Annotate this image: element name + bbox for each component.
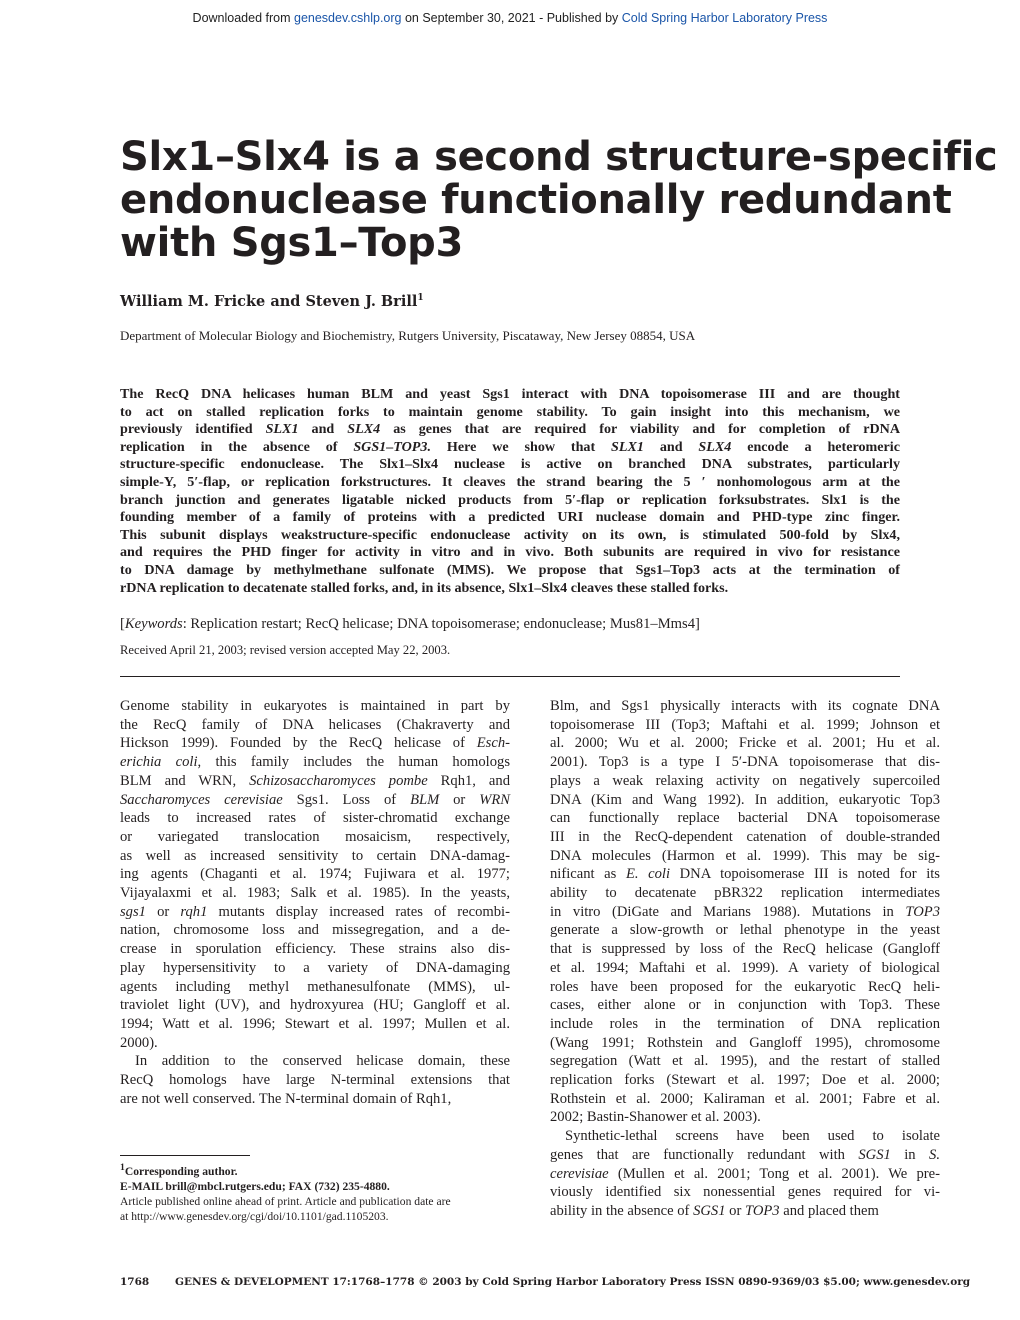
italic-text: WRN [479, 791, 510, 808]
text-run: mutants display increased rates of recombi- [207, 903, 510, 920]
text-line [120, 404, 900, 422]
body-column-left [120, 697, 510, 1108]
text-run: topoisomerase III (Top3; Maftahi et al. 1999; Johnson et [550, 716, 940, 733]
text-run: founding member of a family of proteins with a predicted URI nuclease domain and PHD-type zinc finger. [120, 509, 900, 526]
text-run: This subunit displays weakstructure-specific endonuclease activity on its own, is stimulated 500-fold by Slx4, [120, 526, 900, 543]
text-line [120, 716, 510, 735]
publisher-link[interactable]: Cold Spring Harbor Laboratory Press [621, 11, 828, 25]
text-line [550, 996, 940, 1015]
footnote-divider [120, 1155, 250, 1156]
text-line [550, 884, 940, 903]
text-line [120, 772, 510, 791]
text-run: nificant as [550, 866, 626, 883]
text-run: In addition to the conserved helicase domain, these [135, 1053, 510, 1070]
text-line [120, 1071, 510, 1090]
text-line [120, 580, 900, 598]
italic-text: TOP3 [905, 903, 940, 920]
italic-text: E. coli [625, 866, 671, 883]
text-run: Blm, and Sgs1 physically interacts with its cognate DNA [550, 698, 940, 714]
text-line [550, 753, 940, 772]
text-line [120, 940, 510, 959]
text-run: (Wang 1991; Rothstein and Gangloff 1995), chromosome [550, 1034, 940, 1051]
text-line [550, 1015, 940, 1034]
text-line [550, 978, 940, 997]
text-run: roles have been proposed for the eukaryotic RecQ heli- [550, 978, 940, 995]
text-run: generate a slow-growth or lethal phenotype in the yeast [550, 922, 940, 939]
doi-link[interactable]: at http://www.genesdev.org/cgi/doi/10.1101/gad.1105203. [120, 1209, 389, 1223]
text-run: Genome stability in eukaryotes is maintained in part by [120, 698, 510, 714]
text-run: genes that are functionally redundant with [550, 1146, 859, 1163]
page-number: 1768 [120, 1276, 150, 1288]
text-run: Hickson 1999). Founded by the RecQ helicase of [120, 735, 477, 752]
author-names: William M. Fricke and Steven J. Brill [120, 293, 418, 310]
keywords [120, 615, 900, 633]
italic-text: cerevisiae [550, 1165, 609, 1182]
text-run: and requires the PHD finger for activity in vitro and in vivo. Both subunits are required in vivo for resistance [120, 544, 900, 561]
text-line [550, 791, 940, 810]
text-line [120, 959, 510, 978]
notice-prefix: Downloaded from [192, 11, 294, 25]
affiliation: Department of Molecular Biology and Biochemistry, Rutgers University, Piscataway, New Jersey 08854, USA [120, 328, 696, 343]
text-run: traviolet light (UV), and hydroxyurea (HU; Gangloff et al. [120, 997, 510, 1014]
text-line [550, 1183, 940, 1202]
text-line [120, 809, 510, 828]
text-run: 2002; Bastin-Shanower et al. 2003). [550, 1109, 761, 1126]
notice-middle: on September 30, 2021 - Published by [401, 11, 622, 25]
text-line [550, 959, 940, 978]
text-line [120, 996, 510, 1015]
text-run: plays a weak relaxing activity on negatively supercoiled [550, 772, 940, 789]
text-run: (Mullen et al. 2001; Tong et al. 2001). We pre- [608, 1165, 940, 1182]
text-line [550, 903, 940, 922]
text-run: or variegated translocation mosaicism, respectively, [120, 828, 510, 845]
received-dates: Received April 21, 2003; revised version accepted May 22, 2003. [120, 643, 451, 657]
text-run: viously identified six nonessential genes required for vi- [550, 1184, 940, 1201]
text-run: DNA (Kim and Wang 1992). In addition, eukaryotic Top3 [550, 791, 940, 808]
text-run: agents including methyl methanesulfonate (MMS), ul- [120, 978, 510, 995]
italic-text: erichia coli [120, 754, 198, 771]
text-run: are not well conserved. The N-terminal domain of Rqh1, [120, 1090, 452, 1107]
text-run: III in the RecQ-dependent catenation of double-stranded [550, 828, 940, 845]
text-run: to act on stalled replication forks to maintain genome stability. To gain insight into this mechanism, we [120, 403, 900, 420]
text-run: rDNA replication to decatenate stalled forks, and, in its absence, Slx1–Slx4 cleaves these stalled forks. [120, 579, 729, 596]
text-run: in vitro (DiGate and Marians 1988). Mutations in [550, 903, 906, 920]
italic-text: SGS1 [858, 1146, 891, 1163]
text-run: ability in the absence of [550, 1202, 694, 1219]
text-run: al. 2000; Wu et al. 2000; Fricke et al. 2001; Hu et al. [550, 735, 940, 752]
corresponding-label: Corresponding author. [124, 1164, 238, 1178]
italic-text: SLX1 [265, 421, 299, 438]
text-run: as genes that are required for viability and for completion of rDNA [380, 421, 900, 438]
text-run: RecQ homologs have large N-terminal extensions that [120, 1072, 510, 1089]
text-line [120, 439, 900, 457]
text-line [550, 1071, 940, 1090]
text-line [550, 697, 940, 716]
text-line [120, 865, 510, 884]
text-run: ing agents (Chaganti et al. 1974; Fujiwara et al. 1977; [120, 866, 510, 883]
publication-note: Article published online ahead of print. Article and publication date are [120, 1194, 451, 1208]
section-divider [120, 676, 900, 677]
text-line [120, 791, 510, 810]
text-run: replication forks (Stewart et al. 1997; Doe et al. 2000; [550, 1072, 940, 1089]
text-line [120, 921, 510, 940]
text-line [550, 809, 940, 828]
keywords-list: : Replication restart; RecQ helicase; DNA topoisomerase; endonuclease; Mus81–Mms4] [182, 616, 700, 632]
text-line [550, 865, 940, 884]
text-run: or [145, 903, 181, 920]
text-line [120, 1052, 510, 1071]
article-title [120, 134, 998, 266]
text-line [120, 1015, 510, 1034]
text-run: 2001). Top3 is a type I 5′-DNA topoisomerase that dis- [550, 754, 940, 771]
italic-text: SLX4 [698, 438, 732, 455]
text-line [550, 1127, 940, 1146]
text-line [120, 978, 510, 997]
text-line [120, 386, 900, 404]
text-run: and [643, 438, 699, 455]
text-line [550, 716, 940, 735]
corresponding-author-note [120, 1160, 520, 1179]
title-line: Slx1–Slx4 is a second structure-specific [120, 134, 998, 180]
text-run: to DNA damage by methylmethane sulfonate (MMS). We propose that Sgs1–Top3 acts at the termination of [120, 561, 900, 578]
text-run: or [439, 791, 480, 808]
text-run: previously identified [120, 421, 266, 438]
text-line [120, 847, 510, 866]
text-line [120, 1034, 510, 1053]
text-run: as well as increased sensitivity to certain DNA-damag- [120, 847, 510, 864]
italic-text: Esch- [476, 735, 510, 752]
text-line [120, 421, 900, 439]
text-line [550, 1090, 940, 1109]
text-line [550, 772, 940, 791]
text-run: Synthetic-lethal screens have been used to isolate [565, 1128, 940, 1145]
text-run: and [298, 421, 348, 438]
text-line [120, 697, 510, 716]
italic-text: BLM [410, 791, 440, 808]
text-run: Rothstein et al. 2000; Kaliraman et al. 2001; Fabre et al. [550, 1090, 940, 1107]
text-line [550, 921, 940, 940]
text-run: DNA topoisomerase III is noted for its [670, 866, 940, 883]
text-run: Sgs1. Loss of [282, 791, 411, 808]
text-run: leads to increased rates of sister-chromatid exchange [120, 810, 510, 827]
text-run: nation, chromosome loss and missegregation, and a de- [120, 922, 510, 939]
text-run: encode a heteromeric [731, 438, 900, 455]
text-run: Rqh1, and [427, 772, 510, 789]
abstract [120, 386, 900, 597]
text-line [550, 1108, 940, 1127]
text-run: simple-Y, 5′-flap, or replication forkstructures. It cleaves the strand bearing the 5 ′ nonhomologous arm at the [120, 473, 900, 490]
text-run: , this family includes the human homologs [197, 754, 510, 771]
italic-text: TOP3 [744, 1202, 780, 1219]
italic-text: SGS1 [693, 1202, 726, 1219]
site-link[interactable]: genesdev.cshlp.org [294, 11, 402, 25]
contact-info: E-MAIL brill@mbcl.rutgers.edu; FAX (732) 235-4880. [120, 1179, 390, 1193]
italic-text: S. [929, 1146, 940, 1163]
text-run: can functionally replace bacterial DNA topoisomerase [550, 810, 940, 827]
text-line [120, 544, 900, 562]
title-line: with Sgs1–Top3 [120, 220, 463, 266]
text-line [550, 1202, 940, 1221]
text-line [550, 1165, 940, 1184]
text-run: The RecQ DNA helicases human BLM and yeast Sgs1 interact with DNA topoisomerase III and are thought [120, 386, 900, 402]
text-run: crease in sporulation efficiency. These strains also dis- [120, 941, 510, 958]
text-run: play hypersensitivity to a variety of DNA-damaging [120, 959, 510, 976]
footnote-marker: 1 [120, 1162, 125, 1173]
journal-citation: GENES & DEVELOPMENT 17:1768–1778 © 2003 by Cold Spring Harbor Laboratory Press ISSN 0890-9369/03 $5.00; www.genesdev.org [175, 1276, 971, 1288]
text-run: Vijayalaxmi et al. 1983; Salk et al. 1985). In the yeasts, [120, 885, 510, 902]
page-footer [120, 1276, 971, 1288]
text-run: 1994; Watt et al. 1996; Stewart et al. 1997; Mullen et al. [120, 1015, 510, 1032]
text-run: cases, either alone or in conjunction with Top3. These [550, 997, 940, 1014]
italic-text: Schizosaccharomyces pombe [249, 772, 428, 789]
italic-text: sgs1 [120, 903, 146, 920]
text-line [120, 456, 900, 474]
text-line [550, 1052, 940, 1071]
text-run: include roles in the termination of DNA replication [550, 1015, 940, 1032]
text-run: structure-specific endonuclease. The Slx1–Slx4 nuclease is active on branched DNA substrates, particularly [120, 456, 900, 473]
text-line [120, 509, 900, 527]
italic-text: SLX1 [611, 438, 644, 455]
author-footnote-marker: 1 [417, 293, 424, 304]
text-line [120, 828, 510, 847]
body-column-right [550, 697, 940, 1221]
author-list [120, 293, 424, 310]
footnotes [120, 1155, 520, 1224]
text-run: the RecQ family of DNA helicases (Chakraverty and [120, 716, 510, 733]
title-line: endonuclease functionally redundant [120, 177, 952, 223]
italic-text: SGS1–TOP3. [353, 438, 431, 455]
text-run: and placed them [779, 1202, 879, 1219]
text-line [550, 1146, 940, 1165]
text-run: that is suppressed by loss of the RecQ helicase (Gangloff [550, 941, 940, 958]
italic-text: SLX4 [347, 421, 381, 438]
text-run: in [890, 1146, 930, 1163]
text-line [550, 847, 940, 866]
text-line [120, 492, 900, 510]
text-run: 2000). [120, 1034, 158, 1051]
keywords-label: Keywords [124, 616, 183, 632]
text-line [550, 828, 940, 847]
text-line [120, 474, 900, 492]
text-run: segregation (Watt et al. 1995), and the restart of stalled [550, 1053, 940, 1070]
text-run: et al. 1994; Maftahi et al. 1999). A variety of biological [550, 959, 940, 976]
text-line [550, 1034, 940, 1053]
text-line [550, 734, 940, 753]
text-line [120, 753, 510, 772]
text-run: DNA molecules (Harmon et al. 1999). This may be sig- [550, 847, 940, 864]
text-run: BLM and WRN, [120, 772, 250, 789]
text-run: replication in the absence of [120, 438, 354, 455]
text-run: Here we show that [430, 438, 612, 455]
keywords-open-bracket: [ [120, 616, 125, 632]
text-run: branch junction and generates ligatable nicked products from 5′-flap or replication forksubstrates. Slx1 is the [120, 491, 900, 508]
text-line [120, 527, 900, 545]
download-notice [0, 11, 1020, 25]
italic-text: Saccharomyces cerevisiae [120, 791, 283, 808]
text-run: ability to decatenate pBR322 replication intermediates [550, 885, 940, 902]
text-line [120, 1090, 510, 1109]
italic-text: rqh1 [180, 903, 208, 920]
text-line [120, 884, 510, 903]
text-line [120, 903, 510, 922]
text-line [120, 734, 510, 753]
text-line [120, 562, 900, 580]
text-line [550, 940, 940, 959]
text-run: or [725, 1202, 745, 1219]
